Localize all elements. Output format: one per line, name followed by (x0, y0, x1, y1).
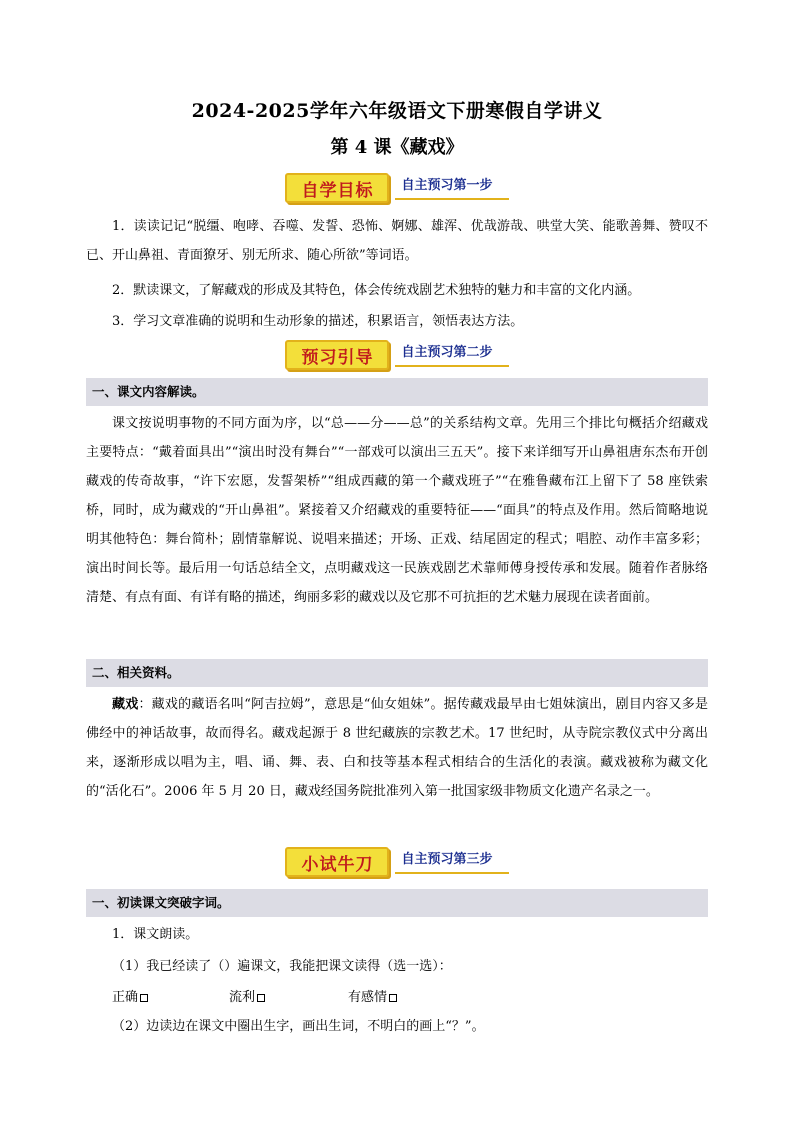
section-badge-goals: 自学目标 (285, 173, 389, 203)
checkbox-icon[interactable] (389, 994, 397, 1002)
choice-correct[interactable] (112, 986, 148, 1005)
heading-first-reading: 一、初读课文突破字词。 (86, 889, 708, 917)
content-analysis-text: 课文按说明事物的不同方面为序，以“总——分——总”的关系结构文章。先用三个排比句概括介绍藏戏主要特点：“戴着面具出”“演出时没有舞台”“一部戏可以演出三五天”。接下来详细写开山鼻祖唐东杰布开创藏戏的传奇故事，“许下宏愿，发誓架桥”“组成西藏的第一个藏戏班子”“在雅鲁藏布江上留下了 58 座铁索桥，同时，成为藏戏的“开山鼻祖”。紧接着又介绍藏戏的重要特征——“面具”的特点及作用。然后简略地说明其他特色：舞台简朴；剧情靠解说、说唱来描述；开场、正戏、结尾固定的程式；唱腔、动作丰富多彩；演出时间长等。最后用一句话总结全文，点明藏戏这一民族戏剧艺术靠师傅身授传承和发展。随着作者脉络清楚、有点有面、有详有略的描述，绚丽多彩的藏戏以及它那不可抗拒的艺术魅力展现在读者面前。 (86, 416, 708, 605)
choice-expressive-label: 有感情 (348, 990, 388, 1005)
section-banner-preview (0, 340, 794, 370)
heading-content-analysis: 一、课文内容解读。 (86, 378, 708, 406)
section-step-3: 自主预习第三步 (395, 850, 508, 874)
choice-fluent[interactable] (229, 986, 265, 1005)
checkbox-icon[interactable] (257, 994, 265, 1002)
goal-item-2: 2．默读课文，了解藏戏的形成及其特色，体会传统戏剧艺术独特的魅力和丰富的文化内涵。 (112, 283, 641, 298)
choice-correct-label: 正确 (112, 990, 139, 1005)
choice-fluent-label: 流利 (229, 990, 256, 1005)
checkbox-icon[interactable] (140, 994, 148, 1002)
related-info-text (86, 690, 708, 806)
lesson-title: 第 4 课《藏戏》 (330, 137, 464, 158)
heading-related-info: 二、相关资料。 (86, 659, 708, 687)
section-step-1: 自主预习第一步 (395, 176, 508, 200)
section-step-2: 自主预习第二步 (395, 343, 508, 367)
practice-item-1: 1．课文朗读。 (112, 927, 199, 942)
section-banner-goals (0, 173, 794, 203)
section-banner-practice (0, 847, 794, 877)
choice-expressive[interactable] (348, 986, 397, 1005)
practice-question-2: （2）边读边在课文中圈出生字，画出生词，不明白的画上“？”。 (112, 1019, 485, 1034)
section-badge-preview: 预习引导 (285, 340, 389, 370)
goal-item-1: 1．读读记记“脱缰、咆哮、吞噬、发誓、恐怖、婀娜、雄浑、优哉游哉、哄堂大笑、能歌善舞、赞叹不已、开山鼻祖、青面獠牙、别无所求、随心所欲”等词语。 (86, 219, 708, 263)
page-title: 2024-2025学年六年级语文下册寒假自学讲义 (191, 100, 603, 122)
goal-item-3: 3．学习文章准确的说明和生动形象的描述，积累语言，领悟表达方法。 (112, 314, 524, 329)
related-info-term: 藏戏 (112, 697, 139, 712)
related-info-body: ：藏戏的藏语名叫“阿吉拉姆”，意思是“仙女姐妹”。据传藏戏最早由七姐妹演出，剧目内容又多是佛经中的神话故事，故而得名。藏戏起源于 8 世纪藏族的宗教艺术。17 世纪时，从寺院宗教仪式中分离出来，逐渐形成以唱为主，唱、诵、舞、表、白和技等基本程式相结合的生活化的表演。藏戏被称为藏文化的“活化石”。2006 年 5 月 20 日，藏戏经国务院批准列入第一批国家级非物质文化遗产名录之一。 (86, 697, 708, 799)
practice-question-1: （1）我已经读了（）遍课文，我能把课文读得（选一选）： (112, 959, 452, 974)
section-badge-practice: 小试牛刀 (285, 847, 389, 877)
